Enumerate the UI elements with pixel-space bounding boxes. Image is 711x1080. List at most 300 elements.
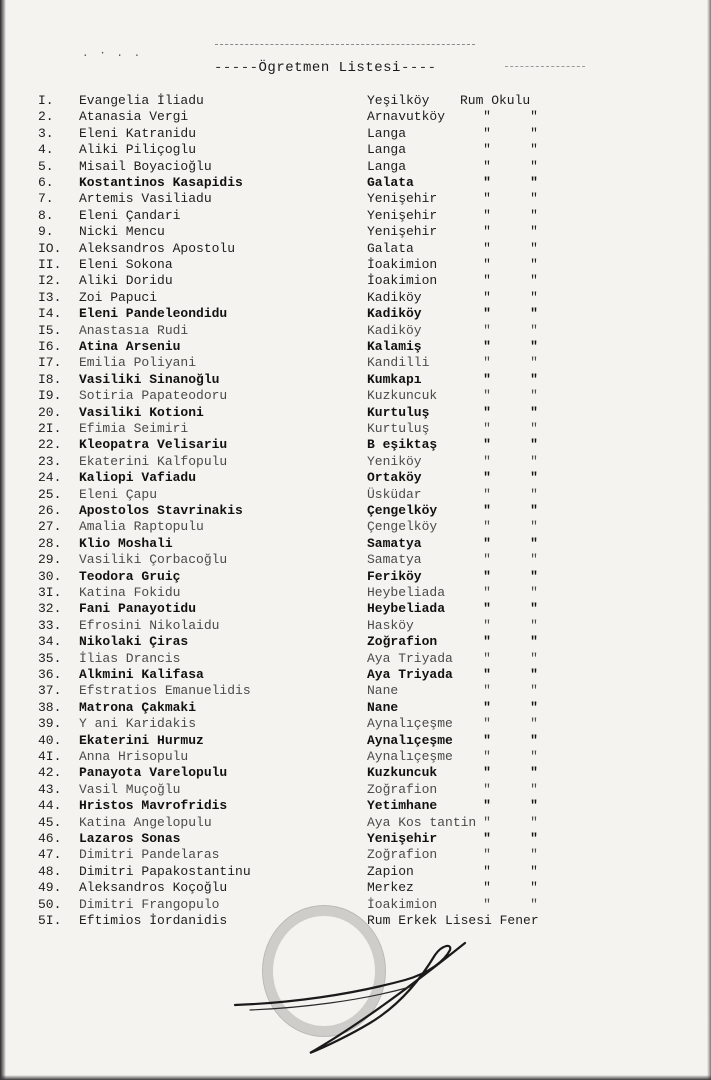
row-number: 47. xyxy=(38,847,62,863)
ditto-mark: " xyxy=(530,880,538,896)
school-location: Yenişehir xyxy=(367,207,438,223)
document-title: -----Ögretmen Listesi---- xyxy=(214,60,437,76)
ditto-mark: " xyxy=(483,191,491,207)
ditto-mark: " xyxy=(483,240,491,256)
ditto-mark: " xyxy=(483,339,491,354)
school-location: Aya Kos tantin xyxy=(367,814,477,830)
teacher-name: Panayota Varelopulu xyxy=(79,765,228,781)
teacher-name: Amalia Raptopulu xyxy=(79,519,204,535)
ditto-mark: " xyxy=(530,683,538,699)
teacher-row xyxy=(0,634,711,650)
ditto-mark: " xyxy=(530,749,538,764)
teacher-row xyxy=(0,716,711,732)
ditto-mark: " xyxy=(483,798,491,814)
teacher-name: Vasiliki Sinanoğlu xyxy=(79,371,220,387)
teacher-row xyxy=(0,487,711,503)
row-number: 35. xyxy=(38,650,62,666)
ditto-mark: " xyxy=(530,765,538,781)
school-location: Heybeliada xyxy=(367,585,446,600)
ditto-mark: " xyxy=(483,257,491,272)
school-location: Aya Triyada xyxy=(367,650,453,666)
teacher-row xyxy=(0,109,711,125)
row-number: 23. xyxy=(38,453,62,469)
teacher-row xyxy=(0,651,711,667)
school-location: Langa xyxy=(367,125,407,141)
ditto-mark: " xyxy=(483,371,491,387)
ditto-mark: " xyxy=(483,142,491,158)
ditto-mark: " xyxy=(483,585,491,600)
ditto-mark: " xyxy=(530,568,538,584)
teacher-name: Atanasia Vergi xyxy=(79,109,189,125)
ditto-mark: " xyxy=(530,552,538,568)
ditto-mark: " xyxy=(483,847,491,863)
ditto-mark: " xyxy=(483,421,491,436)
school-location: Çengelköy xyxy=(367,503,438,518)
ditto-mark: " xyxy=(530,896,538,912)
row-number: 5. xyxy=(38,158,54,174)
ditto-mark: " xyxy=(483,896,491,912)
ditto-mark: " xyxy=(530,240,538,256)
school-location: Galata xyxy=(367,240,414,256)
ditto-mark: " xyxy=(483,355,491,371)
school-location: Yenişehir xyxy=(367,191,438,207)
teacher-row xyxy=(0,355,711,371)
teacher-name: Katina Angelopulu xyxy=(79,814,212,830)
school-location: Aynalıçeşme xyxy=(367,716,453,732)
school-column-header: Rum Okulu xyxy=(460,93,531,108)
ditto-mark: " xyxy=(530,109,538,125)
teacher-row xyxy=(0,175,711,191)
school-location: Kadiköy xyxy=(367,322,422,338)
ditto-mark: " xyxy=(530,798,538,814)
teacher-name: Sotiria Papateodoru xyxy=(79,388,228,404)
teacher-name: Aliki Piliçoglu xyxy=(79,142,197,158)
ditto-mark: " xyxy=(483,404,491,420)
row-number: 3I. xyxy=(38,585,62,600)
teacher-name: Vasil Muçoğlu xyxy=(79,781,181,797)
teacher-row xyxy=(0,405,711,421)
school-location: Kuzkuncuk xyxy=(367,388,438,404)
school-location: Merkez xyxy=(367,880,414,896)
title-text: Ögretmen Listesi xyxy=(258,60,401,76)
teacher-row xyxy=(0,536,711,552)
school-location: Nane xyxy=(367,699,399,715)
row-number: 33. xyxy=(38,617,62,633)
teacher-row xyxy=(0,372,711,388)
ditto-mark: " xyxy=(530,388,538,404)
ditto-mark: " xyxy=(483,470,491,486)
teacher-name: Kostantinos Kasapidis xyxy=(79,175,243,190)
school-location: Kurtuluş xyxy=(367,421,430,436)
ditto-mark: " xyxy=(530,371,538,387)
teacher-row xyxy=(0,208,711,224)
teacher-name: Aliki Doridu xyxy=(79,273,173,289)
ditto-mark: " xyxy=(483,814,491,830)
ditto-mark: " xyxy=(483,437,491,453)
ditto-mark: " xyxy=(483,568,491,584)
ditto-mark: " xyxy=(530,273,538,289)
school-location: Feriköy xyxy=(367,568,422,584)
teacher-name: Aleksandros Koçoğlu xyxy=(79,880,228,896)
ditto-mark: " xyxy=(483,388,491,404)
ditto-mark: " xyxy=(483,601,491,617)
teacher-row xyxy=(0,897,711,913)
ditto-mark: " xyxy=(530,847,538,863)
teacher-row xyxy=(0,224,711,240)
row-number: 30. xyxy=(38,568,62,584)
teacher-row xyxy=(0,601,711,617)
teacher-name: Fani Panayotidu xyxy=(79,601,197,617)
ditto-mark: " xyxy=(530,503,538,518)
school-location: Samatya xyxy=(367,552,422,568)
teacher-row xyxy=(0,749,711,765)
ditto-mark: " xyxy=(483,535,491,551)
teacher-name: Alkmini Kalifasa xyxy=(79,667,204,682)
teacher-name: Atina Arseniu xyxy=(79,339,181,354)
ditto-mark: " xyxy=(530,404,538,420)
row-number: 3. xyxy=(38,125,54,141)
row-number: 25. xyxy=(38,486,62,502)
ditto-mark: " xyxy=(483,273,491,289)
school-location: İoakimion xyxy=(367,273,438,289)
school-location: Kalamiş xyxy=(367,339,422,354)
teacher-name: Aleksandros Apostolu xyxy=(79,240,236,256)
teacher-name: Klio Moshali xyxy=(79,535,173,551)
ditto-mark: " xyxy=(483,699,491,715)
ditto-mark: " xyxy=(483,650,491,666)
ditto-mark: " xyxy=(530,650,538,666)
school-location: Yenişehir xyxy=(367,224,438,240)
school-location: Samatya xyxy=(367,535,422,551)
ditto-mark: " xyxy=(483,634,491,650)
top-marks: . · . . xyxy=(82,48,143,60)
row-number: I7. xyxy=(38,355,62,371)
teacher-row xyxy=(0,700,711,716)
ditto-mark: " xyxy=(483,749,491,764)
teacher-row xyxy=(0,880,711,896)
school-location: Langa xyxy=(367,158,407,174)
teacher-row xyxy=(0,683,711,699)
ditto-mark: " xyxy=(530,207,538,223)
row-number: I4. xyxy=(38,306,62,322)
row-number: 7. xyxy=(38,191,54,207)
signature xyxy=(230,935,480,1065)
teacher-name: Efimia Seimiri xyxy=(79,421,189,436)
ditto-mark: " xyxy=(483,175,491,190)
ditto-mark: " xyxy=(530,322,538,338)
row-number: I2. xyxy=(38,273,62,289)
teacher-row xyxy=(0,388,711,404)
teacher-name: Eftimios İordanidis xyxy=(79,913,228,928)
row-number: I8. xyxy=(38,371,62,387)
teacher-name: Dimitri Pandelaras xyxy=(79,847,220,863)
teacher-name: Teodora Gruiç xyxy=(79,568,181,584)
ditto-mark: " xyxy=(530,306,538,322)
row-number: 38. xyxy=(38,699,62,715)
row-number: 2. xyxy=(38,109,54,125)
row-number: 24. xyxy=(38,470,62,486)
school-location: Kandilli xyxy=(367,355,430,371)
school-location: Yetimhane xyxy=(367,798,438,814)
ditto-mark: " xyxy=(530,863,538,879)
ditto-mark: " xyxy=(530,585,538,600)
teacher-row xyxy=(0,733,711,749)
row-number: 46. xyxy=(38,831,62,846)
ditto-mark: " xyxy=(530,617,538,633)
row-number: 2I. xyxy=(38,421,62,436)
school-location: İoakimion xyxy=(367,896,438,912)
teacher-name: Lazaros Sonas xyxy=(79,831,181,846)
teacher-name: Efstratios Emanuelidis xyxy=(79,683,251,699)
ditto-mark: " xyxy=(483,158,491,174)
school-location: B eşiktaş xyxy=(367,437,438,453)
school-location: Aya Triyada xyxy=(367,667,453,682)
ditto-mark: " xyxy=(530,831,538,846)
teacher-name: Apostolos Stavrinakis xyxy=(79,503,243,518)
ditto-mark: " xyxy=(530,257,538,272)
school-location: Aynalıçeşme xyxy=(367,732,453,748)
ditto-mark: " xyxy=(483,503,491,518)
teacher-row xyxy=(0,552,711,568)
teacher-row xyxy=(0,847,711,863)
teacher-name: Eleni Çapu xyxy=(79,486,158,502)
ditto-mark: " xyxy=(530,486,538,502)
row-number: 5I. xyxy=(38,913,62,928)
school-location: Yenişehir xyxy=(367,831,438,846)
ditto-mark: " xyxy=(530,453,538,469)
row-number: 27. xyxy=(38,519,62,535)
teacher-name: Hristos Mavrofridis xyxy=(79,798,228,814)
teacher-name: Eleni Katranidu xyxy=(79,125,197,141)
school-location: Zoğrafion xyxy=(367,634,438,650)
teacher-name: Y ani Karidakis xyxy=(79,716,197,732)
teacher-name: Anna Hrisopulu xyxy=(79,749,189,764)
teacher-name: Zoi Papuci xyxy=(79,289,158,305)
teacher-row xyxy=(0,323,711,339)
row-number: 22. xyxy=(38,437,62,453)
ditto-mark: " xyxy=(483,831,491,846)
row-number: 49. xyxy=(38,880,62,896)
teacher-name: Katina Fokidu xyxy=(79,585,181,600)
teacher-row xyxy=(0,191,711,207)
row-number: 34. xyxy=(38,634,62,650)
teacher-name: Nicki Mencu xyxy=(79,224,165,240)
ditto-mark: " xyxy=(530,158,538,174)
row-number: 29. xyxy=(38,552,62,568)
teacher-row xyxy=(0,142,711,158)
row-number: 42. xyxy=(38,765,62,781)
teacher-name: Misail Boyacioğlu xyxy=(79,158,212,174)
ditto-mark: " xyxy=(483,207,491,223)
teacher-row xyxy=(0,93,711,109)
teacher-name: Kleopatra Velisariu xyxy=(79,437,228,453)
row-number: 28. xyxy=(38,535,62,551)
teacher-name: Anastasıa Rudi xyxy=(79,322,189,338)
teacher-row xyxy=(0,585,711,601)
ditto-mark: " xyxy=(483,519,491,535)
ditto-mark: " xyxy=(530,781,538,797)
row-number: 43. xyxy=(38,781,62,797)
teacher-name: Emilia Poliyani xyxy=(79,355,197,371)
teacher-row xyxy=(0,273,711,289)
ditto-mark: " xyxy=(483,486,491,502)
teacher-row xyxy=(0,437,711,453)
ditto-mark: " xyxy=(530,191,538,207)
teacher-name: Nikolaki Çiras xyxy=(79,634,189,650)
school-location: Kadiköy xyxy=(367,306,422,322)
school-location: Hasköy xyxy=(367,617,414,633)
row-number: I6. xyxy=(38,339,62,354)
ditto-mark: " xyxy=(530,814,538,830)
ditto-mark: " xyxy=(530,421,538,436)
ditto-mark: " xyxy=(530,289,538,305)
school-location: Çengelköy xyxy=(367,519,438,535)
teacher-name: İlias Drancis xyxy=(79,650,181,666)
ditto-mark: " xyxy=(483,667,491,682)
ditto-mark: " xyxy=(483,683,491,699)
ditto-mark: " xyxy=(483,453,491,469)
ditto-mark: " xyxy=(530,634,538,650)
teacher-name: Matrona Çakmaki xyxy=(79,699,197,715)
ditto-mark: " xyxy=(483,880,491,896)
teacher-row xyxy=(0,159,711,175)
page-edge-bottom xyxy=(0,1075,711,1080)
ditto-mark: " xyxy=(530,519,538,535)
ditto-mark: " xyxy=(483,289,491,305)
teacher-row xyxy=(0,257,711,273)
teacher-row xyxy=(0,864,711,880)
top-dashes-right xyxy=(505,66,585,67)
ditto-mark: " xyxy=(483,306,491,322)
school-location: Kurtuluş xyxy=(367,404,430,420)
row-number: 39. xyxy=(38,716,62,732)
row-number: 20. xyxy=(38,404,62,420)
school-location: Yeniköy xyxy=(367,453,422,469)
teacher-row xyxy=(0,667,711,683)
ditto-mark: " xyxy=(483,224,491,240)
ditto-mark: " xyxy=(483,765,491,781)
row-number: I. xyxy=(38,93,54,108)
school-location: Langa xyxy=(367,142,407,158)
teacher-row xyxy=(0,306,711,322)
ditto-mark: " xyxy=(530,355,538,371)
teacher-name: Dimitri Papakostantinu xyxy=(79,863,251,879)
teacher-name: Ekaterini Hurmuz xyxy=(79,732,204,748)
row-number: II. xyxy=(38,257,62,272)
school-location: Zapion xyxy=(367,863,414,879)
ditto-mark: " xyxy=(483,863,491,879)
row-number: IO. xyxy=(38,240,62,256)
school-location: Zoğrafion xyxy=(367,781,438,797)
ditto-mark: " xyxy=(530,142,538,158)
row-number: I5. xyxy=(38,322,62,338)
school-location: Kadiköy xyxy=(367,289,422,305)
ditto-mark: " xyxy=(483,716,491,732)
ditto-mark: " xyxy=(530,470,538,486)
ditto-mark: " xyxy=(483,617,491,633)
ditto-mark: " xyxy=(530,667,538,682)
teacher-row xyxy=(0,798,711,814)
teacher-name: Evangelia İliadu xyxy=(79,93,204,108)
teacher-name: Eleni Sokona xyxy=(79,257,173,272)
row-number: 48. xyxy=(38,863,62,879)
school-location: Rum Erkek Lisesi Fener xyxy=(367,913,539,928)
ditto-mark: " xyxy=(483,109,491,125)
row-number: 32. xyxy=(38,601,62,617)
ditto-mark: " xyxy=(483,322,491,338)
row-number: 36. xyxy=(38,667,62,682)
row-number: 50. xyxy=(38,896,62,912)
ditto-mark: " xyxy=(530,175,538,190)
ditto-mark: " xyxy=(530,535,538,551)
row-number: 44. xyxy=(38,798,62,814)
ditto-mark: " xyxy=(530,224,538,240)
teacher-row xyxy=(0,503,711,519)
teacher-name: Eleni Pandeleondidu xyxy=(79,306,228,322)
teacher-row xyxy=(0,815,711,831)
teacher-row xyxy=(0,831,711,847)
ditto-mark: " xyxy=(530,716,538,732)
teacher-row xyxy=(0,519,711,535)
teacher-name: Dimitri Frangopulo xyxy=(79,896,220,912)
school-location: Heybeliada xyxy=(367,601,446,617)
teacher-row xyxy=(0,454,711,470)
row-number: 45. xyxy=(38,814,62,830)
teacher-name: Ekaterini Kalfopulu xyxy=(79,453,228,469)
ditto-mark: " xyxy=(483,781,491,797)
teacher-row xyxy=(0,618,711,634)
row-number: 4I. xyxy=(38,749,62,764)
ditto-mark: " xyxy=(483,125,491,141)
top-dashes xyxy=(215,44,475,47)
teacher-row xyxy=(0,782,711,798)
school-location: Kuzkuncuk xyxy=(367,765,438,781)
school-location: Arnavutköy xyxy=(367,109,446,125)
row-number: 26. xyxy=(38,503,62,518)
ditto-mark: " xyxy=(483,732,491,748)
ditto-mark: " xyxy=(530,601,538,617)
teacher-row xyxy=(0,290,711,306)
school-location: Galata xyxy=(367,175,414,190)
teacher-name: Kaliopi Vafiadu xyxy=(79,470,197,486)
teacher-name: Vasiliki Kotioni xyxy=(79,404,204,420)
teacher-name: Eleni Çandari xyxy=(79,207,181,223)
school-location: Aynalıçeşme xyxy=(367,749,453,764)
teacher-row xyxy=(0,339,711,355)
teacher-row xyxy=(0,569,711,585)
teacher-row xyxy=(0,421,711,437)
ditto-mark: " xyxy=(530,699,538,715)
teacher-row xyxy=(0,470,711,486)
row-number: 4. xyxy=(38,142,54,158)
ditto-mark: " xyxy=(530,125,538,141)
teacher-row xyxy=(0,241,711,257)
row-number: 8. xyxy=(38,207,54,223)
ditto-mark: " xyxy=(530,437,538,453)
school-location: Zoğrafion xyxy=(367,847,438,863)
school-location: Yeşilköy xyxy=(367,93,430,108)
ditto-mark: " xyxy=(483,552,491,568)
school-location: İoakimion xyxy=(367,257,438,272)
teacher-row xyxy=(0,126,711,142)
teacher-name: Efrosini Nikolaidu xyxy=(79,617,220,633)
row-number: 40. xyxy=(38,732,62,748)
teacher-name: Vasiliki Çorbacoğlu xyxy=(79,552,228,568)
teacher-name: Artemis Vasiliadu xyxy=(79,191,212,207)
school-location: Kumkapı xyxy=(367,371,422,387)
school-location: Nane xyxy=(367,683,399,699)
row-number: 6. xyxy=(38,175,54,190)
